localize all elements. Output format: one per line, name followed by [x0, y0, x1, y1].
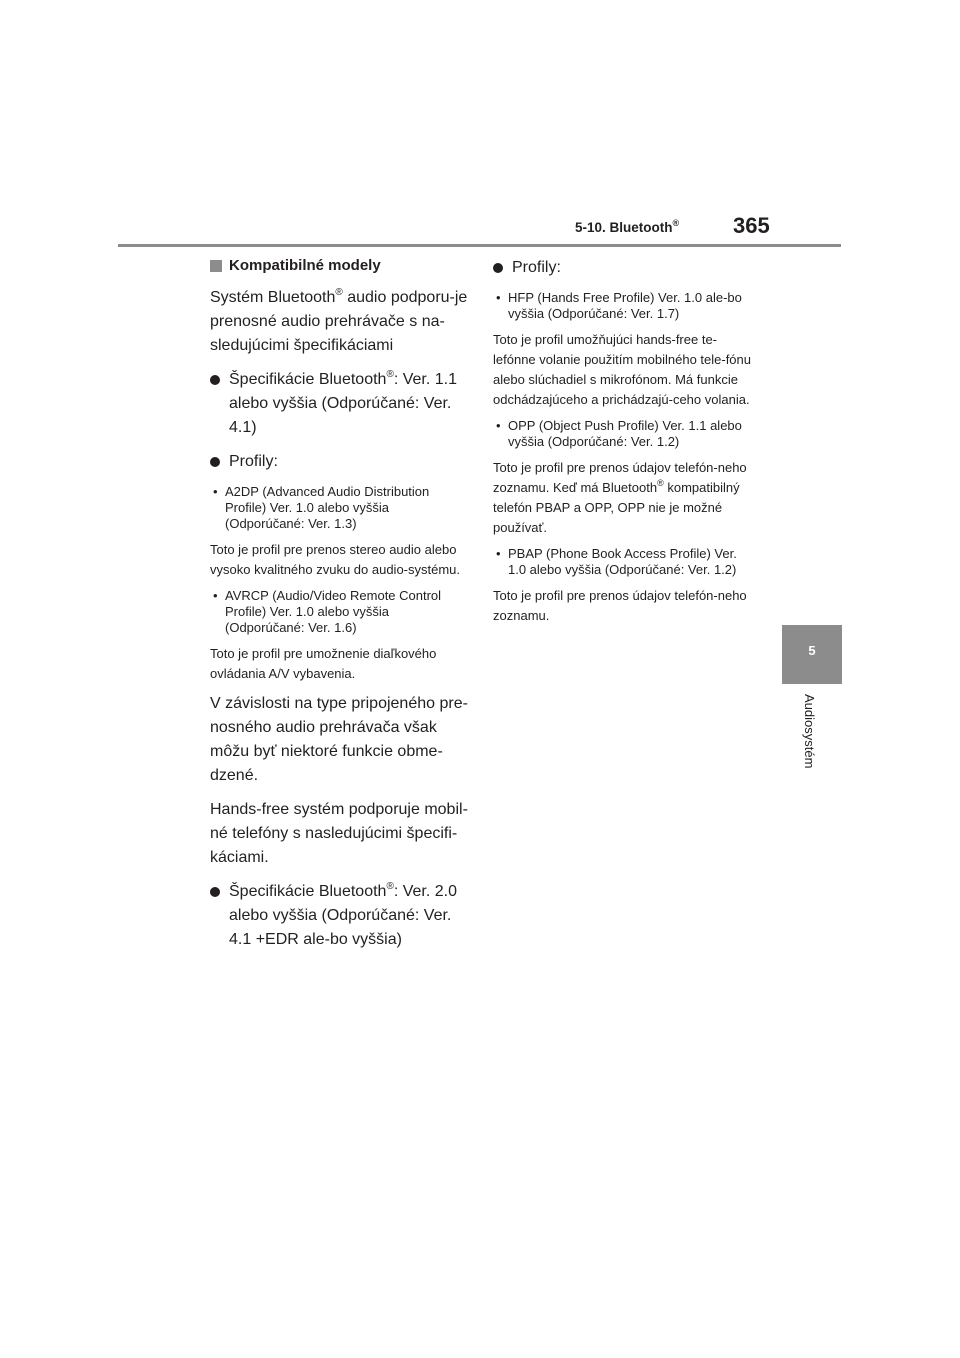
- header-rule: [118, 244, 841, 247]
- profiles-bullet: [210, 450, 472, 474]
- square-bullet-icon: [210, 260, 222, 272]
- small-bullet-icon: •: [213, 588, 218, 603]
- profile-hfp: [493, 290, 758, 322]
- section-heading: [210, 256, 472, 276]
- spec-bluetooth-audio: [210, 368, 472, 440]
- note-paragraph: V závislosti na type pripojeného pre-nosného audio prehrávača však môžu byť niektoré funkcie obme-dzené.: [210, 695, 468, 784]
- small-bullet-icon: •: [496, 546, 501, 561]
- profile-a2dp-description: Toto je profil pre prenos stereo audio alebo vysoko kvalitného zvuku do audio-systému.: [210, 542, 461, 577]
- spec-text-start: Špecifikácie Bluetooth: [229, 883, 387, 900]
- small-bullet-icon: •: [496, 290, 501, 305]
- profile-hfp-description: Toto je profil umožňujúci hands-free te-lefónne volanie použitím mobilného tele-fónu alebo slúchadiel s mikrofónom. Má funkcie odchádzajúceho a prichádzajú-ceho volania.: [493, 332, 752, 407]
- round-bullet-icon: [210, 375, 220, 385]
- profile-hfp-text: HFP (Hands Free Profile) Ver. 1.0 ale-bo vyššia (Odporúčané: Ver. 1.7): [508, 290, 742, 321]
- profile-opp-text: OPP (Object Push Profile) Ver. 1.1 alebo vyššia (Odporúčané: Ver. 1.2): [508, 418, 742, 449]
- round-bullet-icon: [493, 263, 503, 273]
- registered-mark: ®: [672, 218, 680, 228]
- opp-desc-end: kompatibilný telefón PBAP a OPP, OPP nie je možné používať.: [493, 480, 740, 535]
- chapter-label: Audiosystém: [802, 694, 817, 769]
- small-bullet-icon: •: [213, 484, 218, 499]
- right-column: [493, 256, 758, 634]
- chapter-number: 5: [808, 643, 816, 658]
- handsfree-paragraph: Hands-free systém podporuje mobil-né telefóny s nasledujúcimi špecifi-káciami.: [210, 801, 468, 866]
- spec-text-end: : Ver. 2.0 alebo vyššia (Odporúčané: Ver. 4.1 +EDR ale-bo vyššia): [229, 883, 457, 948]
- section-title-text: 5-10. Bluetooth: [575, 220, 673, 235]
- profile-pbap-text: PBAP (Phone Book Access Profile) Ver. 1.0 alebo vyššia (Odporúčané: Ver. 1.2): [508, 546, 737, 577]
- round-bullet-icon: [210, 457, 220, 467]
- registered-mark: ®: [386, 881, 394, 892]
- spec-text-start: Špecifikácie Bluetooth: [229, 371, 387, 388]
- registered-mark: ®: [335, 287, 343, 298]
- profile-a2dp: [210, 484, 472, 532]
- profile-opp: [493, 418, 758, 450]
- profile-avrcp: [210, 588, 472, 636]
- spec-bluetooth-handsfree: [210, 880, 472, 952]
- profiles-label: Profily:: [512, 259, 561, 276]
- profile-avrcp-text: AVRCP (Audio/Video Remote Control Profile) Ver. 1.0 alebo vyššia (Odporúčané: Ver. 1.6): [225, 588, 442, 635]
- profile-avrcp-description: Toto je profil pre umožnenie diaľkového ovládania A/V vybavenia.: [210, 646, 437, 681]
- opp-desc-start: Toto je profil pre prenos údajov telefón-neho zoznamu. Keď má Bluetooth: [493, 460, 747, 495]
- round-bullet-icon: [210, 887, 220, 897]
- profiles-label: Profily:: [229, 453, 278, 470]
- section-title: [575, 218, 679, 235]
- profile-pbap-description: Toto je profil pre prenos údajov telefón-neho zoznamu.: [493, 588, 747, 623]
- intro-paragraph: [210, 286, 472, 358]
- profile-pbap: [493, 546, 758, 578]
- heading-text: Kompatibilné modely: [229, 257, 381, 274]
- page-number: 365: [733, 213, 770, 238]
- registered-mark: ®: [657, 478, 664, 488]
- chapter-tab[interactable]: [782, 625, 842, 684]
- intro-text-end: audio podporu-je prenosné audio prehrávače s na-sledujúcimi špecifikáciami: [210, 289, 468, 354]
- spec-text-end: : Ver. 1.1 alebo vyššia (Odporúčané: Ver. 4.1): [229, 371, 457, 436]
- profiles-bullet: [493, 256, 758, 280]
- intro-text-start: Systém Bluetooth: [210, 289, 336, 306]
- profile-a2dp-text: A2DP (Advanced Audio Distribution Profile) Ver. 1.0 alebo vyššia (Odporúčané: Ver. 1.3): [225, 484, 430, 531]
- profile-opp-description: [493, 458, 758, 538]
- small-bullet-icon: •: [496, 418, 501, 433]
- registered-mark: ®: [386, 369, 394, 380]
- left-column: [210, 256, 472, 962]
